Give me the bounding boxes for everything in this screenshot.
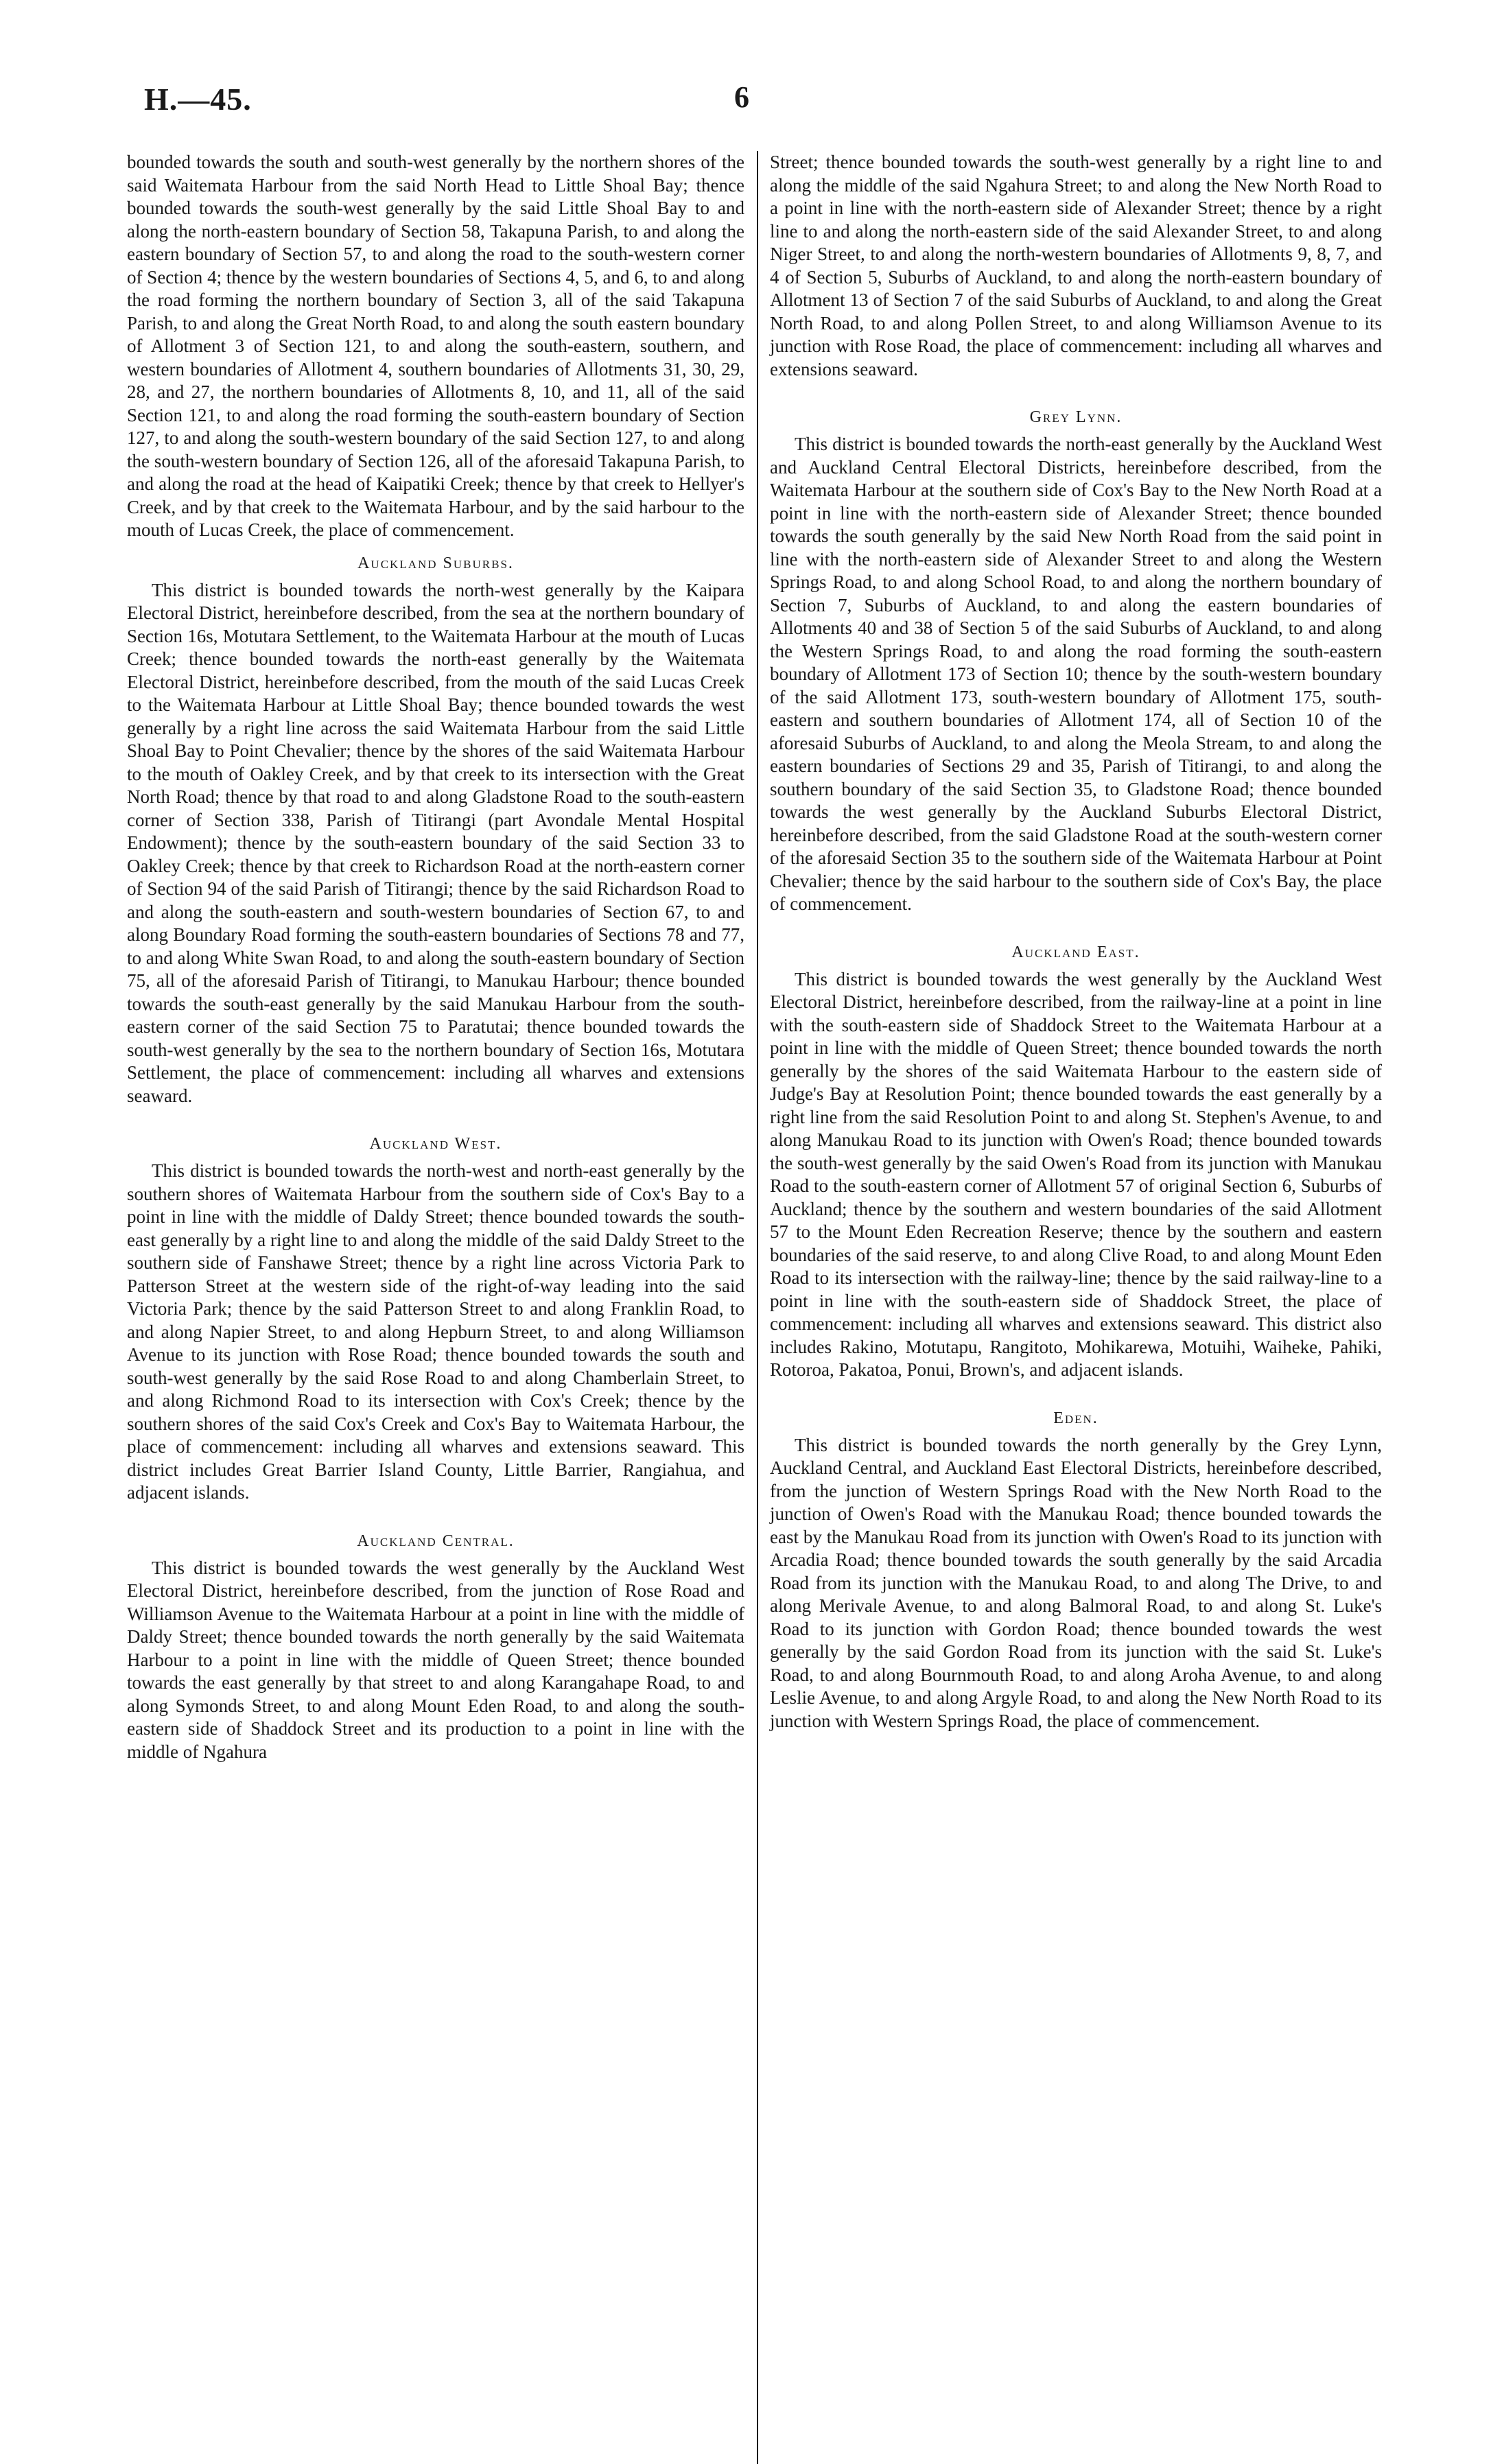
section-heading-auckland-west: Auckland West. xyxy=(369,1135,502,1153)
page-number: 6 xyxy=(734,80,749,114)
report-code: H.—45. xyxy=(144,82,252,117)
section-heading-auckland-east: Auckland East. xyxy=(1011,943,1140,961)
section-text-auckland-east: This district is bounded towards the west generally by the Auckland West Electoral District, hereinbefore described, from the railway-line at a point in line with the south-eastern side of Shaddock Street to the Waitemata Harbour at a point in line with the middle of Queen Street; thence bounded towards the north generally by the shores of the said Waitemata Harbour to the eastern side of Judge's Bay at Resolution Point; thence bounded towards the east generally by a right line from the said Resolution Point to and along St. Stephen's Avenue, to and along Manukau Road to its junction with Owen's Road; thence bounded towards the south-west generally by the said Owen's Road from its junction with Manukau Road to the south-eastern corner of Allotment 57 of original Section 6, Suburbs of Auckland; thence by the southern and western boundaries of the said Allotment 57 to the Mount Eden Recreation Reserve; thence by the southern and eastern boundaries of the said reserve, to and along Clive Road, to and along Mount Eden Road to its intersection with the railway-line; thence by the said railway-line to a point in line with the south-eastern side of Shaddock Street, the place of commencement: including all wharves and extensions seaward. This district also includes Rakino, Motutapu, Rangitoto, Mohikarewa, Motuihi, Waiheke, Pahiki, Rotoroa, Pakatoa, Ponui, Brown's, and adjacent islands. xyxy=(770,968,1382,1380)
column-divider xyxy=(757,151,758,2464)
section-text-auckland-west: This district is bounded towards the north-west and north-east generally by the southern shores of Waitemata Harbour from the southern side of Cox's Bay to a point in line with the middle of Daldy Street; thence bounded towards the south-east generally by a right line to and along the middle of the said Daldy Street to the southern side of Fanshawe Street; thence by a right line across Victoria Park to Patterson Street at the western side of the right-of-way leading into the said Victoria Park; thence by the said Patterson Street to and along Franklin Road, to and along Napier Street, to and along Hepburn Street, to and along Williamson Avenue to its junction with Rose Road; thence bounded towards the south and south-west generally by the said Rose Road to and along Chamberlain Street, to and along Richmond Road to its intersection with Cox's Creek; thence by the southern shores of the said Cox's Creek and Cox's Bay to Waitemata Harbour, the place of commencement: including all wharves and extensions seaward. This district includes Great Barrier Island County, Little Barrier, Rangiahua, and adjacent islands. xyxy=(127,1160,744,1503)
section-heading-eden: Eden. xyxy=(1053,1409,1099,1427)
section-text-auckland-suburbs: This district is bounded towards the north-west generally by the Kaipara Electoral District, hereinbefore described, from the sea at the northern boundary of Section 16s, Motutara Settlement, to the Waitemata Harbour at the mouth of Lucas Creek; thence bounded towards the north-east generally by the Waitemata Electoral District, hereinbefore described, from the mouth of the said Lucas Creek to the Waitemata Harbour at Little Shoal Bay; thence bounded towards the west generally by a right line across the said Waitemata Harbour from the said Little Shoal Bay to Point Chevalier; thence by the shores of the said Waitemata Harbour to the mouth of Oakley Creek, and by that creek to its intersection with the Great North Road; thence by that road to and along Gladstone Road to the south-eastern corner of Section 338, Parish of Titirangi (part Avondale Mental Hospital Endowment); thence by the south-eastern boundary of the said Section 33 to Oakley Creek; thence by that creek to Richardson Road at the north-eastern corner of Section 94 of the said Parish of Titirangi; thence by the said Richardson Road to and along the south-eastern and south-western boundaries of Section 67, to and along Boundary Road forming the south-eastern boundaries of Sections 78 and 77, to and along White Swan Road, to and along the south-eastern boundary of Section 75, all of the aforesaid Parish of Titirangi, to Manukau Harbour; thence bounded towards the south-east generally by the said Manukau Harbour from the south-eastern corner of the said Section 75 to Paratutai; thence bounded towards the south-west generally by the sea to the northern boundary of Section 16s, Motutara Settlement, the place of commencement: including all wharves and extensions seaward. xyxy=(127,579,744,1106)
section-heading-auckland-central: Auckland Central. xyxy=(357,1532,515,1550)
section-heading-auckland-suburbs: Auckland Suburbs. xyxy=(357,554,514,572)
section-text-eden: This district is bounded towards the north generally by the Grey Lynn, Auckland Central, and Auckland East Electoral Districts, hereinbefore described, from the junction of Western Springs Road with the New North Road to the junction of Owen's Road with the Manukau Road; thence bounded towards the east by the Manukau Road from its junction with Owen's Road to its junction with Arcadia Road; thence bounded towards the south generally by the said Arcadia Road from its junction with the Manukau Road, to and along The Drive, to and along Merivale Avenue, to and along Balmoral Road, to and along St. Luke's Road to its junction with Gordon Road; thence bounded towards the west generally by the said Gordon Road from its junction with the said St. Luke's Road, to and along Bournmouth Road, to and along Aroha Avenue, to and along Leslie Avenue, to and along Argyle Road, to and along the New North Road to its junction with Western Springs Road, the place of commencement. xyxy=(770,1434,1382,1731)
section-text-auckland-central: This district is bounded towards the west generally by the Auckland West Electoral District, hereinbefore described, from the junction of Rose Road and Williamson Avenue to the Waitemata Harbour at a point in line with the middle of Daldy Street; thence bounded towards the north generally by the said Waitemata Harbour to a point in line with the middle of Queen Street; thence bounded towards the east generally by that street to and along Karangahape Road, to and along Symonds Street, to and along Mount Eden Road, to and along the south-eastern side of Shaddock Street and its production to a point in line with the middle of Ngahura xyxy=(127,1557,744,1762)
left-column xyxy=(127,151,744,1763)
section-heading-grey-lynn: Grey Lynn. xyxy=(1029,408,1123,426)
section-text-grey-lynn: This district is bounded towards the north-east generally by the Auckland West and Auckland Central Electoral Districts, hereinbefore described, from the Waitemata Harbour at the southern side of Cox's Bay to the New North Road at a point in line with the north-eastern side of Alexander Street; thence bounded towards the south generally by the said New North Road from the said point in line with the north-eastern side of Alexander Street to and along the Western Springs Road, to and along School Road, to and along the northern boundary of Section 7, Suburbs of Auckland, to and along the eastern boundaries of Allotments 40 and 38 of Section 5 of the said Suburbs of Auckland, to and along the Western Springs Road, to and along the road forming the south-eastern boundary of Allotment 173 of Section 10; thence by the south-western boundary of the said Allotment 173, south-western boundary of Allotment 175, south-eastern and southern boundaries of Allotment 174, all of Section 10 of the aforesaid Suburbs of Auckland, to and along the Meola Stream, to and along the eastern boundaries of Sections 29 and 35, Parish of Titirangi, to and along the southern boundary of the said Section 35, to Gladstone Road; thence bounded towards the west generally by the Auckland Suburbs Electoral District, hereinbefore described, from the said Gladstone Road at the south-western corner of the aforesaid Section 35 to the southern side of the Waitemata Harbour at Point Chevalier; thence by the said harbour to the southern side of Cox's Bay, the place of commencement. xyxy=(770,434,1382,914)
right-column xyxy=(770,151,1382,1733)
right-column-continuation: Street; thence bounded towards the south-west generally by a right line to and along the middle of the said Ngahura Street; to and along the New North Road to a point in line with the north-eastern side of Alexander Street; thence by a right line to and along the north-eastern side of the said Alexander Street, to and along Niger Street, to and along the north-western boundaries of Allotments 9, 8, 7, and 4 of Section 5, Suburbs of Auckland, to and along the north-eastern boundary of Allotment 13 of Section 7 of the said Suburbs of Auckland, to and along the Great North Road, to and along Pollen Street, to and along Williamson Avenue to its junction with Rose Road, the place of commencement: including all wharves and extensions seaward. xyxy=(770,152,1382,379)
left-column-continuation: bounded towards the south and south-west generally by the northern shores of the said Waitemata Harbour from the said North Head to Little Shoal Bay; thence bounded towards the south-west generally by the said Little Shoal Bay to and along the north-eastern boundary of Section 58, Takapuna Parish, to and along the eastern boundary of Section 57, to and along the road to the south-western corner of Section 4; thence by the western boundaries of Sections 4, 5, and 6, to and along the road forming the northern boundary of Section 3, all of the said Takapuna Parish, to and along the Great North Road, to and along the south eastern boundary of Allotment 3 of Section 121, to and along the south-eastern, southern, and western boundaries of Allotment 4, southern boundaries of Allotments 31, 30, 29, 28, and 27, the northern boundaries of Allotments 8, 10, and 11, all of the said Section 121, to and along the road forming the south-eastern boundary of Section 127, to and along the south-western boundary of the said Section 127, to and along the south-western boundary of Section 126, all of the aforesaid Takapuna Parish, to and along the road at the head of Kaipatiki Creek; thence by that creek to Hellyer's Creek, and by that creek to the Waitemata Harbour, and by the said harbour to the mouth of Lucas Creek, the place of commencement. xyxy=(127,152,744,540)
